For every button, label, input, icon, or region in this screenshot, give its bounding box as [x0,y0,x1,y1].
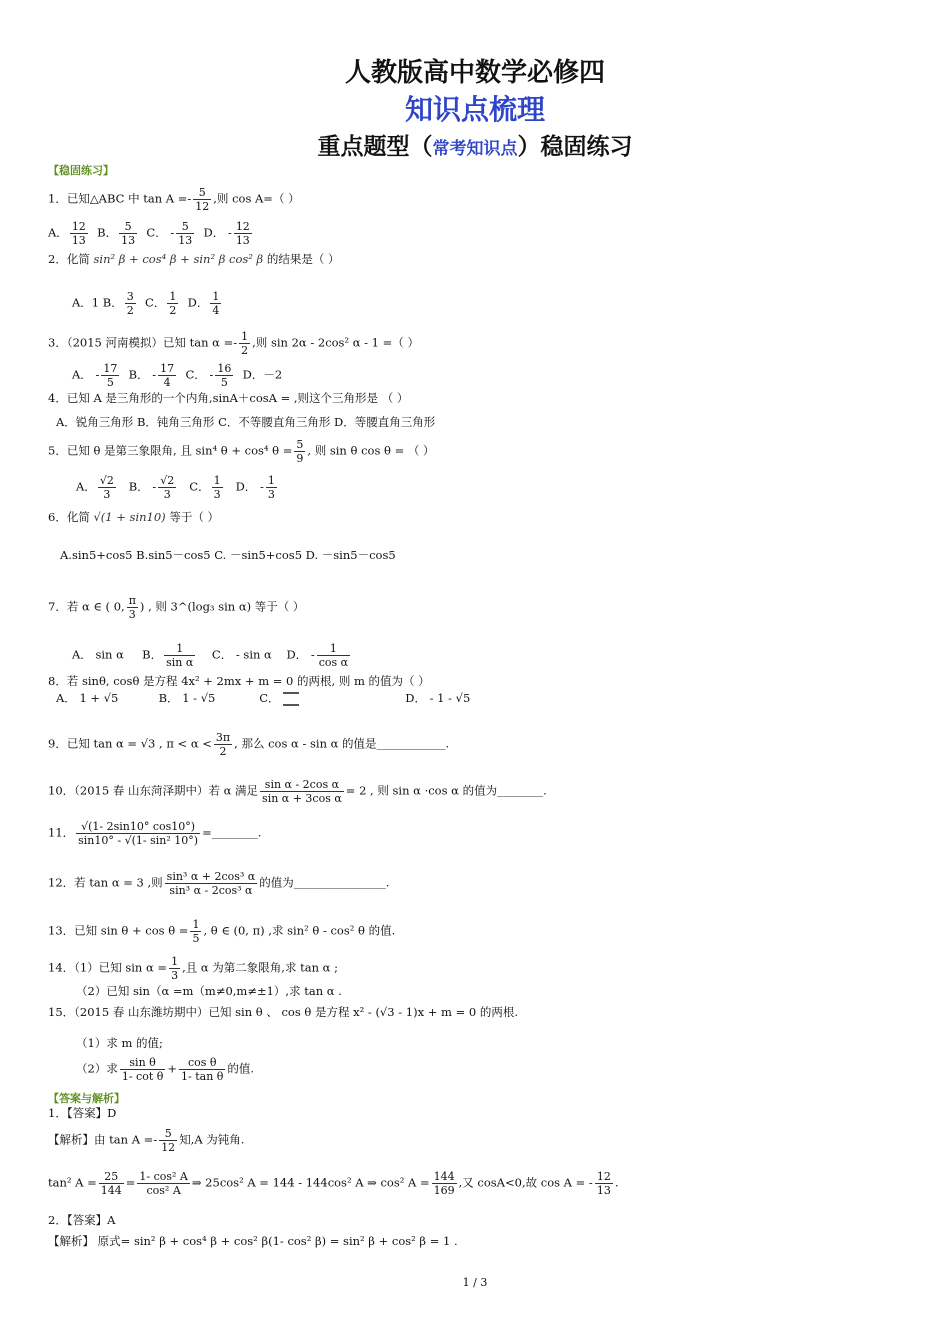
question-8: 8．若 sinθ, cosθ 是方程 4x² + 2mx + m = 0 的两根, 则 m 的值为（ ） [48,674,430,688]
doc-title: 人教版高中数学必修四 [344,58,605,88]
doc-subtitle: 知识点梳理 [404,93,545,126]
question-1: 1．已知△ABC 中 tan A =- $\frac{5}{12}$ ,则 cos A=（ ） [48,186,300,213]
question-9: 9．已知 tan α = √3 , π < α < $\frac{3\pi}{2}$ , 那么 cos α - sin α 的值是____________. [48,731,450,758]
question-4-options: A．锐角三角形 B．钝角三角形 C．不等腰直角三角形 D．等腰直角三角形 [56,415,436,429]
question-6-options: A.sin5+cos5 B.sin5－cos5 C. －sin5+cos5 D. －sin5－cos5 [60,548,396,562]
scribble-mark [283,692,299,706]
question-2-options: A．1 B． $\frac{3}{2}$ C． $\frac{1}{2}$ D． $\frac{1}{4}$ [72,290,220,317]
section-practice: 【稳固练习】 [48,164,114,177]
question-6: 6．化简 √(1 + sin10) 等于（ ） [48,510,219,524]
answer-1-derivation: tan² A = $\frac{25}{144}$ = $\frac{\text{1- cos² A}}{\text{cos² A}}$ ⇒ 25cos² A = 144 - 144cos² A ⇒ cos² A = $\frac{144}{169}$ ,又 cosA<0,故 cos A = - $\frac{12}{13}$ . [48,1170,619,1197]
question-5-options: A． $\frac{√2}{3}$ B． - $\frac{√2}{3}$ C． $\frac{1}{3}$ D． - $\frac{1}{3}$ [76,474,275,501]
question-5: 5．已知 θ 是第三象限角, 且 sin⁴ θ + cos⁴ θ = $\frac{5}{9}$ , 则 sin θ cos θ = （ ） [48,438,435,465]
question-7-options: A． sin α B． $\frac{1}{\text{sin α}}$ C． - sin α D． - $\frac{1}{\text{cos α}}$ [72,642,349,669]
section-answers: 【答案与解析】 [48,1092,125,1105]
question-7: 7．若 α ∈ ( 0, $\frac{\pi}{3}$ ) , 则 3^(log₃ sin α) 等于（ ） [48,594,305,621]
question-2: 2．化简 sin² β + cos⁴ β + sin² β cos² β 的结果是（ ） [48,252,340,266]
question-14-part1: 14．（1）已知 sin α = $\frac{1}{3}$ ,且 α 为第二象限角,求 tan α ; [48,955,338,982]
question-3-options: A． - $\frac{17}{5}$ B． - $\frac{17}{4}$ C． - $\frac{16}{5}$ D．－2 [72,362,283,389]
question-13: 13．已知 sin θ + cos θ = $\frac{1}{5}$ , θ ∈ (0, π) ,求 sin² θ - cos² θ 的值. [48,918,396,945]
question-8-options: A． 1 + √5 B． 1 - √5 C． D． - 1 - √5 [56,691,471,705]
doc-heading: 重点题型（常考知识点）稳固练习 [317,134,633,160]
question-15-part2: （2）求 $\frac{\text{sin θ}}{\text{1- cot θ}}$ + $\frac{\text{cos θ}}{\text{1- tan θ}}$ 的值. [76,1056,255,1083]
page-number: 1 / 3 [462,1276,488,1289]
question-10: 10．（2015 春 山东菏泽期中）若 α 满足 $\frac{\text{sin α - 2cos α}}{\text{sin α + 3cos α}}$ = 2 , 则 sin α ·cos α 的值为________. [48,778,547,805]
answer-1-explanation: 【解析】由 tan A =- $\frac{5}{12}$ 知,A 为钝角. [48,1127,245,1154]
question-3: 3．（2015 河南模拟）已知 tan α =- $\frac{1}{2}$ ,则 sin 2α - 2cos² α - 1 =（ ） [48,330,419,357]
question-12: 12．若 tan α = 3 ,则 $\frac{\text{sin³ α + 2cos³ α}}{\text{sin³ α - 2cos³ α}}$ 的值为________________. [48,870,390,897]
answer-2-explanation: 【解析】 原式= sin² β + cos⁴ β + cos² β(1- cos² β) = sin² β + cos² β = 1 . [48,1234,458,1248]
question-15-part1: （1）求 m 的值; [76,1036,163,1050]
question-15: 15．（2015 春 山东潍坊期中）已知 sin θ 、 cos θ 是方程 x² - (√3 - 1)x + m = 0 的两根. [48,1005,518,1019]
question-1-options: A． $\frac{12}{13}$ B． $\frac{5}{13}$ C． - $\frac{5}{13}$ D． - $\frac{12}{13}$ [48,220,250,247]
answer-1: 1．【答案】D [48,1106,117,1120]
question-14-part2: （2）已知 sin（α =m（m≠0,m≠±1）,求 tan α . [76,984,342,998]
answer-2: 2．【答案】A [48,1213,116,1227]
question-11: 11． $\frac{√(1- 2\sin 10^\circ \cos 10^\circ)}{\text{sin10° - √(1- sin² 10°)}}$ =________. [48,820,262,847]
question-4: 4．已知 A 是三角形的一个内角,sinA＋cosA = ,则这个三角形是 （ ） [48,391,409,405]
